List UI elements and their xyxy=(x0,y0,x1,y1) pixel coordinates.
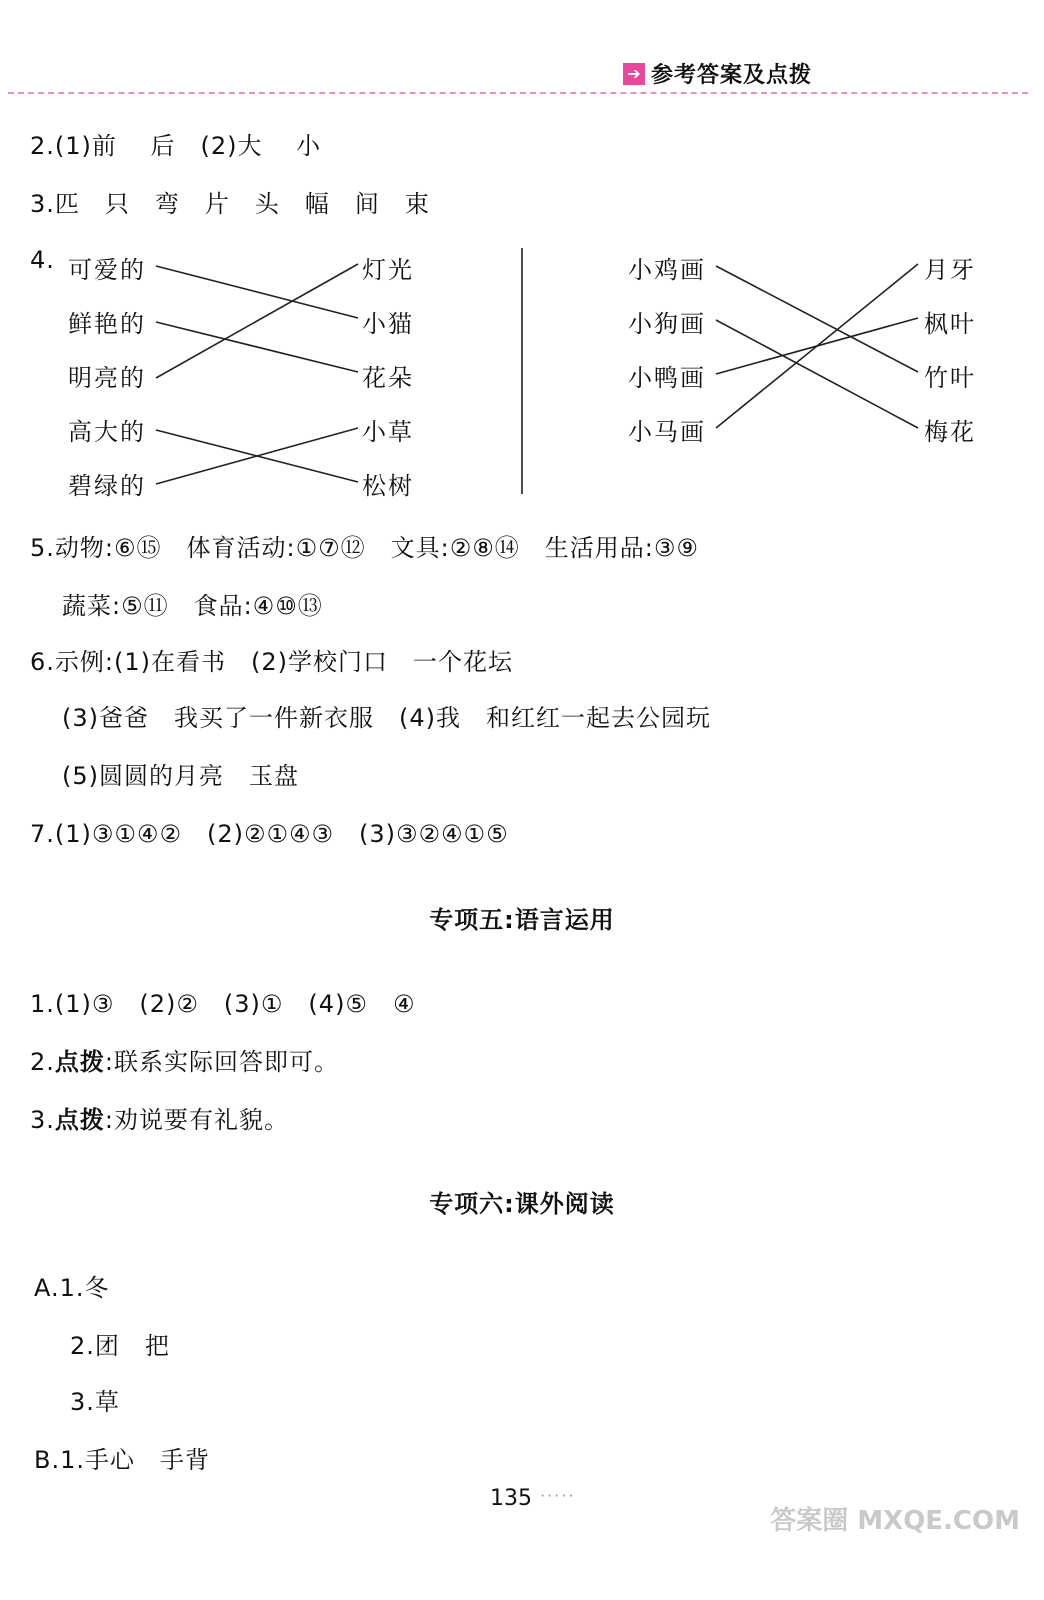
link-xianyan-huaduo xyxy=(156,322,358,372)
section5-answer-1: 1.(1)③ (2)② (3)① (4)⑤ ④ xyxy=(30,990,416,1018)
match-left-b-2: 小猫 xyxy=(362,310,414,338)
page-number: 135 xyxy=(490,1486,532,1511)
answer-q4-number: 4. xyxy=(30,246,55,274)
answer-q6-line1: 6.示例:(1)在看书 (2)学校门口 一个花坛 xyxy=(30,648,513,676)
match-left-b-5: 松树 xyxy=(362,472,414,500)
answer-q2: 2.(1)前 后 (2)大 小 xyxy=(30,132,322,160)
link-xiaogou-meihua xyxy=(716,320,918,428)
match-left-a-3: 明亮的 xyxy=(68,364,146,392)
answer-q5-line1: 5.动物:⑥⑮ 体育活动:①⑦⑫ 文具:②⑧⑭ 生活用品:③⑨ xyxy=(30,534,699,562)
section5-answer-2: 2.点拨:联系实际回答即可。 xyxy=(30,1048,339,1076)
match-right-a-4: 小马画 xyxy=(628,418,706,446)
answer-q6-line2: (3)爸爸 我买了一件新衣服 (4)我 和红红一起去公园玩 xyxy=(62,704,711,732)
header-title: 参考答案及点拨 xyxy=(650,63,812,88)
answer-q6-line3: (5)圆圆的月亮 玉盘 xyxy=(62,762,299,790)
match-right-b-4: 梅花 xyxy=(924,418,976,446)
answer-q3: 3.匹 只 弯 片 头 幅 间 束 xyxy=(30,190,430,218)
watermark: 答案圈 MXQE.COM xyxy=(770,1506,1020,1536)
match-left-a-4: 高大的 xyxy=(68,418,146,446)
match-right-b-2: 枫叶 xyxy=(924,310,976,338)
match-right-a-3: 小鸭画 xyxy=(628,364,706,392)
link-xiaoma-yueya xyxy=(716,264,918,428)
page-dots: ····· xyxy=(540,1486,576,1505)
reading-a-1: A.1.冬 xyxy=(34,1274,110,1302)
reading-a-3: 3.草 xyxy=(70,1388,120,1416)
section-5-title: 专项五:语言运用 xyxy=(429,906,615,934)
match-right-a-2: 小狗画 xyxy=(628,310,706,338)
match-left-b-4: 小草 xyxy=(362,418,414,446)
match-left-b-1: 灯光 xyxy=(362,256,414,284)
match-right-a-1: 小鸡画 xyxy=(628,256,706,284)
matching-lines xyxy=(0,0,1044,600)
answer-q7: 7.(1)③①④② (2)②①④③ (3)③②④①⑤ xyxy=(30,820,509,848)
link-mingliang-dengguang xyxy=(156,264,358,378)
link-xiaoji-zhuye xyxy=(716,266,918,372)
reading-a-2: 2.团 把 xyxy=(70,1332,170,1360)
section-6-title: 专项六:课外阅读 xyxy=(429,1190,615,1218)
answer-q5-line2: 蔬菜:⑤⑪ 食品:④⑩⑬ xyxy=(62,592,323,620)
match-left-a-2: 鲜艳的 xyxy=(68,310,146,338)
reading-b-1: B.1.手心 手背 xyxy=(34,1446,210,1474)
link-keai-xiaomao xyxy=(156,266,358,318)
link-bilv-xiaocao xyxy=(156,428,358,484)
match-left-b-3: 花朵 xyxy=(362,364,414,392)
arrow-icon: ➔ xyxy=(623,63,645,85)
section5-answer-3: 3.点拨:劝说要有礼貌。 xyxy=(30,1106,289,1134)
match-right-b-3: 竹叶 xyxy=(924,364,976,392)
match-left-a-5: 碧绿的 xyxy=(68,472,146,500)
match-right-b-1: 月牙 xyxy=(924,256,976,284)
match-left-a-1: 可爱的 xyxy=(68,256,146,284)
